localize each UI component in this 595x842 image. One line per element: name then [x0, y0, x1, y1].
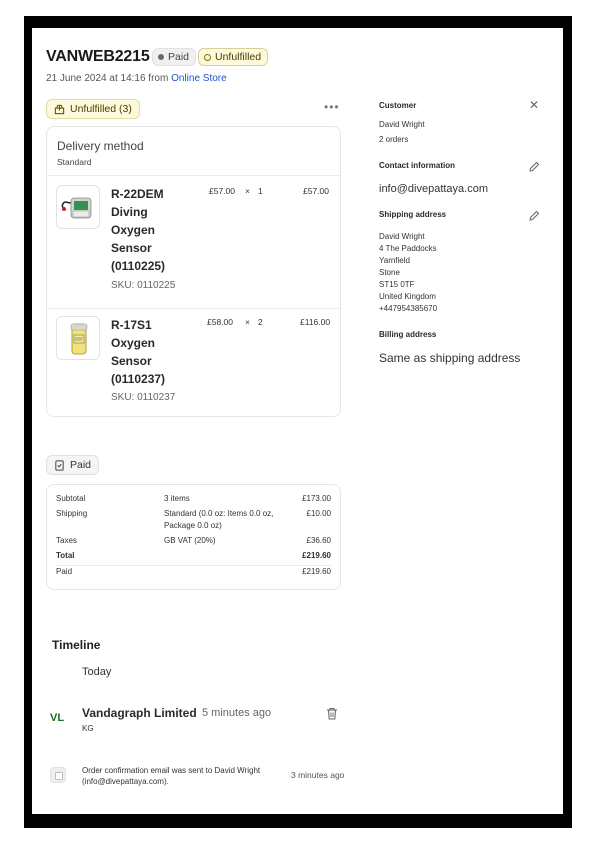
box-icon	[54, 104, 65, 115]
payment-status-badge	[152, 48, 196, 66]
event-note: KG	[82, 724, 94, 733]
line-total: £116.00	[300, 317, 331, 327]
quantity: 1	[258, 186, 263, 196]
product-name[interactable]: R-17S1 Oxygen Sensor (0110237)	[111, 318, 166, 386]
email-event-icon	[50, 767, 66, 783]
delivery-method-value: Standard	[57, 157, 92, 167]
divider	[47, 308, 340, 309]
product-name[interactable]: R-22DEM Diving Oxygen Sensor (0110225)	[111, 187, 166, 273]
unit-price: £58.00	[207, 317, 233, 327]
shipping-detail: Standard (0.0 oz: Items 0.0 oz,	[164, 509, 274, 518]
trash-icon[interactable]	[326, 707, 338, 720]
total-label: Total	[56, 551, 75, 560]
paid-label: Paid	[56, 567, 73, 576]
order-page	[32, 28, 563, 814]
pencil-icon[interactable]	[528, 210, 540, 222]
product-sku: SKU: 0110225	[111, 280, 176, 291]
times-sign: ×	[245, 186, 250, 196]
subtotal-label: Subtotal	[56, 494, 86, 503]
unit-price: £57.00	[209, 186, 235, 196]
more-icon[interactable]: •••	[324, 100, 340, 114]
fulfillment-status-badge	[198, 48, 268, 66]
unfulfilled-ring-icon	[204, 54, 211, 61]
subtotal-detail: 3 items	[164, 494, 190, 503]
taxes-detail: GB VAT (20%)	[164, 536, 216, 545]
shipping-address: David Wright 4 The Paddocks Yarnfield Stone ST15 0TF United Kingdom +447954385670	[379, 232, 438, 313]
close-icon[interactable]: ✕	[529, 98, 540, 112]
paid-pill-label: Paid	[70, 459, 92, 471]
paid-amount: £219.60	[302, 567, 331, 576]
event-time: 5 minutes ago	[202, 707, 272, 719]
order-number: VANWEB2215	[46, 48, 150, 65]
fulfillment-card	[46, 126, 341, 417]
timeline-title: Timeline	[52, 638, 101, 652]
delivery-method-title: Delivery method	[57, 139, 144, 153]
sensor-image-icon	[57, 317, 100, 360]
customer-orders[interactable]: 2 orders	[379, 135, 409, 144]
billing-address-heading: Billing address	[379, 330, 437, 339]
customer-heading: Customer	[379, 101, 417, 110]
paid-pill	[46, 455, 99, 475]
shipping-address-heading: Shipping address	[379, 210, 447, 219]
sensor-image-icon	[57, 186, 100, 229]
divider	[47, 175, 340, 176]
order-date: 21 June 2024 at 14:16 from	[46, 73, 172, 84]
billing-address-value: Same as shipping address	[379, 351, 521, 365]
product-sku: SKU: 0110237	[111, 392, 176, 403]
total-amount: £219.60	[302, 551, 331, 560]
sales-channel-link[interactable]: Online Store	[171, 73, 227, 84]
taxes-amount: £36.60	[306, 536, 331, 545]
fulfillment-status-label: Unfulfilled	[215, 51, 262, 63]
shipping-amount: £10.00	[306, 509, 331, 518]
times-sign: ×	[245, 317, 250, 327]
payment-status-label: Paid	[168, 51, 190, 63]
avatar: VL	[50, 712, 65, 724]
payment-summary-card	[46, 484, 341, 590]
taxes-label: Taxes	[56, 536, 77, 545]
event-author: Vandagraph Limited	[82, 706, 197, 720]
shipping-detail-2: Package 0.0 oz)	[164, 521, 222, 530]
timeline-day: Today	[82, 666, 112, 678]
product-thumbnail[interactable]	[56, 316, 100, 360]
event-time: 3 minutes ago	[291, 770, 345, 780]
pencil-icon[interactable]	[528, 161, 540, 173]
paid-dot-icon	[158, 54, 164, 60]
customer-email[interactable]: info@divepattaya.com	[379, 183, 489, 195]
line-total: £57.00	[303, 186, 329, 196]
order-date-line	[46, 73, 227, 84]
quantity: 2	[258, 317, 263, 327]
subtotal-amount: £173.00	[302, 494, 331, 503]
shipping-label: Shipping	[56, 509, 88, 518]
divider	[56, 565, 331, 566]
event-message: Order confirmation email was sent to David Wright (info@divepattaya.com).	[82, 766, 261, 786]
unfulfilled-pill-label: Unfulfilled (3)	[70, 103, 132, 115]
product-thumbnail[interactable]	[56, 185, 100, 229]
contact-heading: Contact information	[379, 161, 455, 170]
unfulfilled-pill	[46, 99, 140, 119]
receipt-icon	[54, 460, 65, 471]
customer-name[interactable]: David Wright	[379, 120, 425, 129]
